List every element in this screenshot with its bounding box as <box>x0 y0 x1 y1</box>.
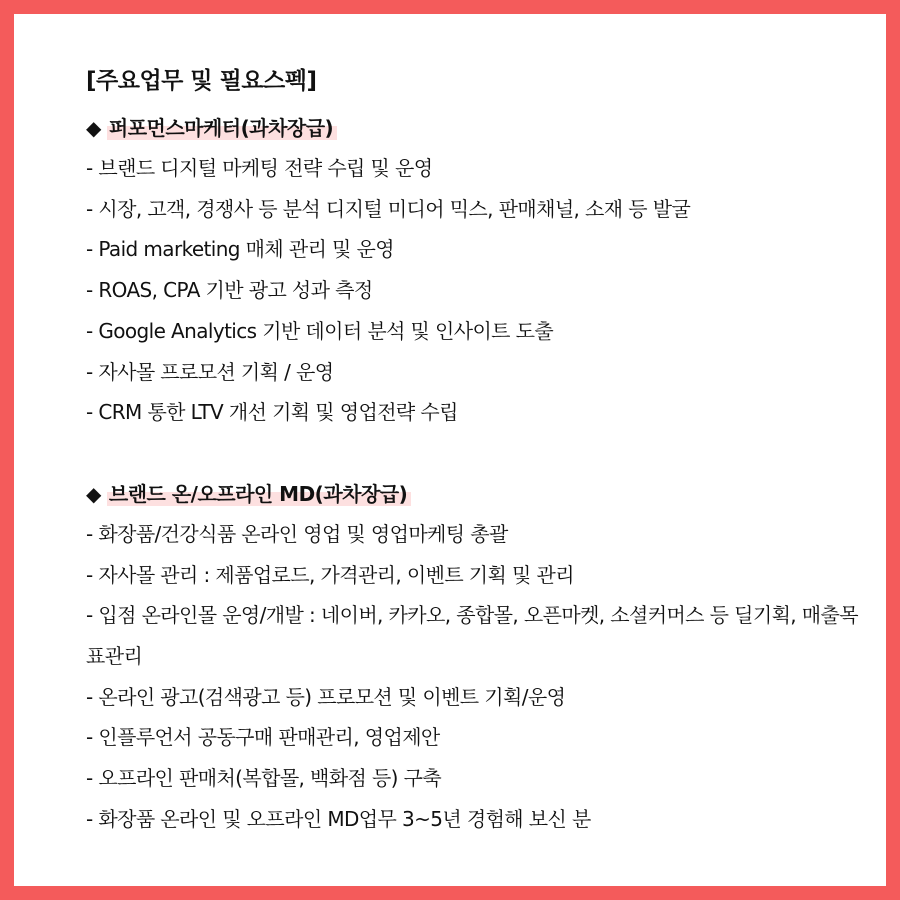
section-brand-md <box>86 474 866 840</box>
job-description <box>86 60 866 840</box>
list-item: - 브랜드 디지털 마케팅 전략 수립 및 운영 <box>86 156 433 180</box>
section-heading-label: 브랜드 온/오프라인 MD(과차장급) <box>107 482 411 506</box>
page-title: [주요업무 및 필요스펙] <box>86 68 317 94</box>
list-item: - Paid marketing 매체 관리 및 운영 <box>86 237 394 262</box>
section-heading-label: 퍼포먼스마케터(과차장급) <box>107 116 337 140</box>
list-item: - 자사몰 프로모션 기획 / 운영 <box>86 359 334 384</box>
list-item: - 시장, 고객, 경쟁사 등 분석 디지털 미디어 믹스, 판매채널, 소재 등 발굴 <box>86 196 691 221</box>
list-item: - 화장품/건강식품 온라인 영업 및 영업마케팅 총괄 <box>86 521 508 546</box>
section-heading <box>86 108 866 148</box>
list-item: - CRM 통한 LTV 개선 기획 및 영업전략 수립 <box>86 400 458 425</box>
list-item: - ROAS, CPA 기반 광고 성과 측정 <box>86 278 373 303</box>
list-item: - Google Analytics 기반 데이터 분석 및 인사이트 도출 <box>86 318 554 343</box>
list-item: - 자사몰 관리 : 제품업로드, 가격관리, 이벤트 기획 및 관리 <box>86 562 574 587</box>
list-item: - 화장품 온라인 및 오프라인 MD업무 3~5년 경험해 보신 분 <box>86 806 591 831</box>
section-performance-marketer <box>86 108 866 433</box>
list-item: - 인플루언서 공동구매 판매관리, 영업제안 <box>86 725 440 750</box>
list-item: - 오프라인 판매처(복합몰, 백화점 등) 구축 <box>86 766 442 791</box>
diamond-bullet-icon: ◆ <box>86 481 101 506</box>
diamond-bullet-icon: ◆ <box>86 116 101 140</box>
content-card <box>14 14 886 886</box>
list-item: - 온라인 광고(검색광고 등) 프로모션 및 이벤트 기획/운영 <box>86 684 566 709</box>
list-item: - 입점 온라인몰 운영/개발 : 네이버, 카카오, 종합몰, 오픈마켓, 소셜커머스 등 딜기획, 매출목표관리 <box>86 603 858 669</box>
section-heading <box>86 474 866 514</box>
